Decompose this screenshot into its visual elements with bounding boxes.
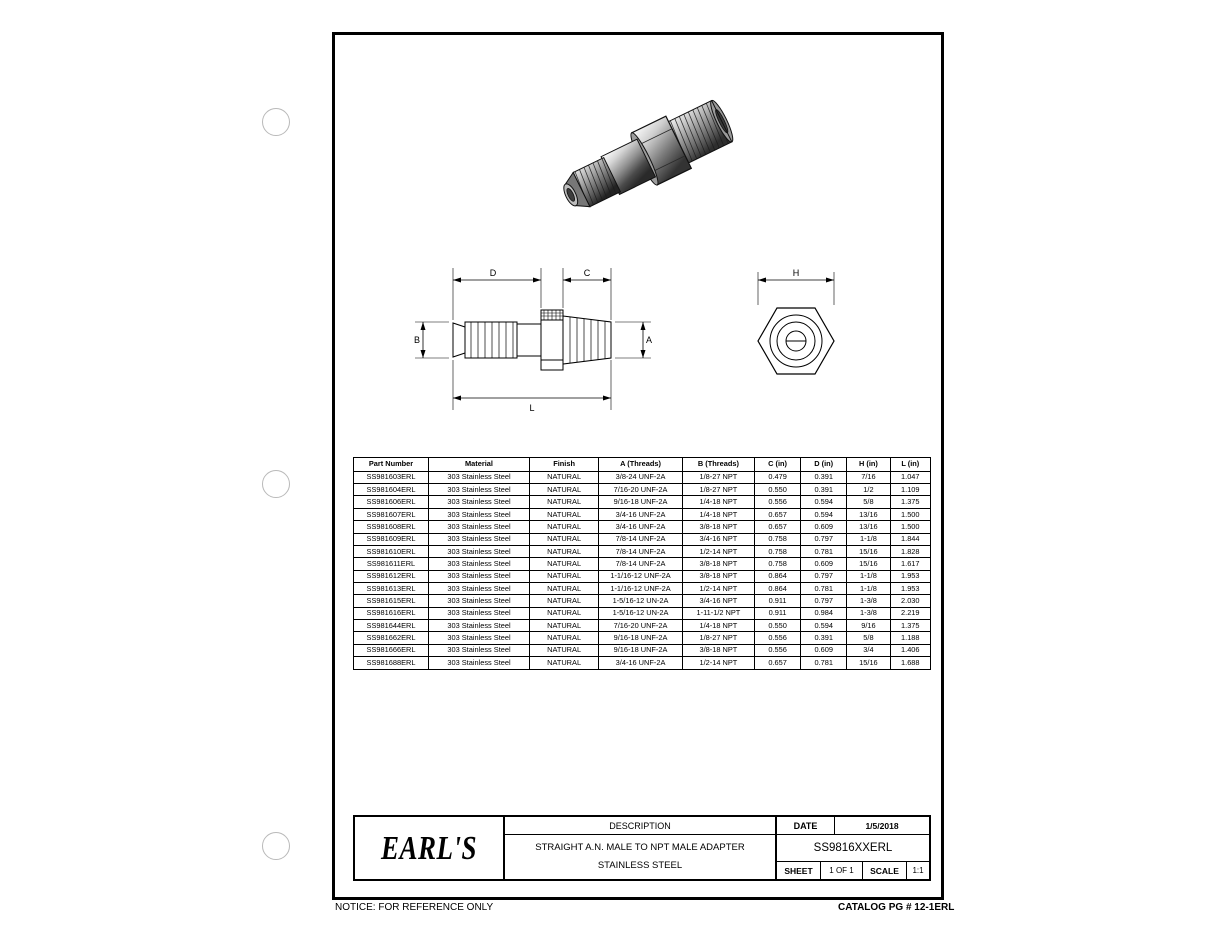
cell-material: 303 Stainless Steel: [429, 607, 530, 619]
cell-l: 2.030: [890, 595, 930, 607]
cell-d: 0.609: [801, 558, 847, 570]
cell-a-threads: 7/8-14 UNF-2A: [599, 558, 683, 570]
cell-b-threads: 3/8-18 NPT: [682, 644, 754, 656]
sheet-scale-row: [777, 862, 929, 879]
cell-d: 0.797: [801, 595, 847, 607]
cell-part-number: SS981616ERL: [354, 607, 429, 619]
cell-material: 303 Stainless Steel: [429, 583, 530, 595]
cell-d: 0.609: [801, 644, 847, 656]
cell-material: 303 Stainless Steel: [429, 644, 530, 656]
column-header-l: L (in): [890, 458, 930, 472]
cell-finish: NATURAL: [529, 583, 598, 595]
cell-l: 1.047: [890, 471, 930, 483]
cell-h: 1-3/8: [847, 595, 890, 607]
table-row: [354, 545, 931, 557]
cell-material: 303 Stainless Steel: [429, 657, 530, 669]
cell-c: 0.556: [754, 632, 800, 644]
cell-finish: NATURAL: [529, 595, 598, 607]
punch-hole-top: [262, 108, 290, 136]
cell-a-threads: 9/16-18 UNF-2A: [599, 496, 683, 508]
column-header-material: Material: [429, 458, 530, 472]
cell-finish: NATURAL: [529, 558, 598, 570]
cell-h: 1/2: [847, 484, 890, 496]
cell-finish: NATURAL: [529, 508, 598, 520]
cell-h: 3/4: [847, 644, 890, 656]
description-line-1: STRAIGHT A.N. MALE TO NPT MALE ADAPTER: [535, 841, 745, 853]
table-row: [354, 644, 931, 656]
scale-value: 1:1: [912, 866, 924, 875]
cell-d: 0.797: [801, 533, 847, 545]
cell-l: 1.953: [890, 570, 930, 582]
cell-d: 0.594: [801, 508, 847, 520]
cell-part-number: SS981607ERL: [354, 508, 429, 520]
table-row: [354, 508, 931, 520]
cell-a-threads: 3/4-16 UNF-2A: [599, 508, 683, 520]
sheet-value: 1 OF 1: [821, 862, 863, 879]
table-body: [354, 471, 931, 669]
cell-material: 303 Stainless Steel: [429, 595, 530, 607]
dim-label-l: L: [529, 403, 535, 413]
cell-b-threads: 1/4-18 NPT: [682, 620, 754, 632]
date-label: DATE: [777, 817, 835, 834]
drawing-part-number: SS9816XXERL: [777, 835, 929, 862]
cell-part-number: SS981644ERL: [354, 620, 429, 632]
table-row: [354, 570, 931, 582]
cell-part-number: SS981609ERL: [354, 533, 429, 545]
cell-part-number: SS981610ERL: [354, 545, 429, 557]
cell-c: 0.556: [754, 644, 800, 656]
cell-finish: NATURAL: [529, 644, 598, 656]
cell-b-threads: 1/8-27 NPT: [682, 484, 754, 496]
cell-h: 1-1/8: [847, 533, 890, 545]
cell-c: 0.758: [754, 533, 800, 545]
sheet-label: SHEET: [777, 862, 821, 879]
specification-table: [353, 457, 931, 670]
cell-c: 0.864: [754, 583, 800, 595]
cell-finish: NATURAL: [529, 471, 598, 483]
cell-material: 303 Stainless Steel: [429, 521, 530, 533]
cell-d: 0.391: [801, 632, 847, 644]
dimensioned-views: [395, 250, 935, 430]
isometric-view: [535, 65, 795, 255]
table-row: [354, 521, 931, 533]
cell-material: 303 Stainless Steel: [429, 558, 530, 570]
cell-d: 0.984: [801, 607, 847, 619]
dim-label-d: D: [489, 268, 497, 278]
cell-finish: NATURAL: [529, 545, 598, 557]
column-header-b-threads: B (Threads): [682, 458, 754, 472]
cell-h: 15/16: [847, 657, 890, 669]
column-header-a-threads: A (Threads): [599, 458, 683, 472]
table-row: [354, 657, 931, 669]
notice-text: NOTICE: FOR REFERENCE ONLY: [335, 902, 494, 913]
cell-material: 303 Stainless Steel: [429, 508, 530, 520]
dim-label-a: A: [645, 335, 653, 345]
cell-material: 303 Stainless Steel: [429, 496, 530, 508]
table-row: [354, 533, 931, 545]
cell-c: 0.550: [754, 484, 800, 496]
cell-b-threads: 1/8-27 NPT: [682, 632, 754, 644]
punch-hole-bottom: [262, 832, 290, 860]
table-header-row: [354, 458, 931, 472]
cell-part-number: SS981608ERL: [354, 521, 429, 533]
cell-c: 0.911: [754, 607, 800, 619]
cell-d: 0.781: [801, 657, 847, 669]
description-line-2: STAINLESS STEEL: [597, 860, 683, 871]
cell-h: 15/16: [847, 545, 890, 557]
cell-b-threads: 1-11-1/2 NPT: [682, 607, 754, 619]
cell-b-threads: 3/8-18 NPT: [682, 570, 754, 582]
cell-h: 13/16: [847, 508, 890, 520]
cell-part-number: SS981606ERL: [354, 496, 429, 508]
cell-d: 0.781: [801, 583, 847, 595]
cell-h: 1-1/8: [847, 570, 890, 582]
cell-h: 5/8: [847, 496, 890, 508]
cell-b-threads: 1/4-18 NPT: [682, 496, 754, 508]
catalog-page-text: CATALOG PG # 12-1ERL: [838, 902, 955, 913]
cell-c: 0.864: [754, 570, 800, 582]
cell-l: 1.688: [890, 657, 930, 669]
table-row: [354, 558, 931, 570]
date-value: 1/5/2018: [865, 820, 899, 831]
cell-l: 1.375: [890, 620, 930, 632]
cell-d: 0.594: [801, 496, 847, 508]
cell-h: 13/16: [847, 521, 890, 533]
table-row: [354, 471, 931, 483]
table-row: [354, 620, 931, 632]
cell-c: 0.911: [754, 595, 800, 607]
cell-part-number: SS981666ERL: [354, 644, 429, 656]
cell-finish: NATURAL: [529, 607, 598, 619]
cell-material: 303 Stainless Steel: [429, 620, 530, 632]
cell-a-threads: 9/16-18 UNF-2A: [599, 632, 683, 644]
cell-b-threads: 1/8-27 NPT: [682, 471, 754, 483]
cell-finish: NATURAL: [529, 533, 598, 545]
cell-l: 1.109: [890, 484, 930, 496]
punch-hole-middle: [262, 470, 290, 498]
brand-logo: [355, 817, 505, 879]
cell-finish: NATURAL: [529, 620, 598, 632]
cell-material: 303 Stainless Steel: [429, 632, 530, 644]
cell-part-number: SS981662ERL: [354, 632, 429, 644]
table-row: [354, 632, 931, 644]
cell-a-threads: 7/16-20 UNF-2A: [599, 484, 683, 496]
cell-l: 1.828: [890, 545, 930, 557]
cell-material: 303 Stainless Steel: [429, 570, 530, 582]
cell-l: 1.844: [890, 533, 930, 545]
dim-label-c: C: [583, 268, 591, 278]
cell-h: 7/16: [847, 471, 890, 483]
date-row: [777, 817, 929, 835]
cell-l: 1.617: [890, 558, 930, 570]
cell-c: 0.657: [754, 657, 800, 669]
cell-l: 1.406: [890, 644, 930, 656]
cell-part-number: SS981611ERL: [354, 558, 429, 570]
cell-b-threads: 3/4-16 NPT: [682, 533, 754, 545]
cell-b-threads: 1/4-18 NPT: [682, 508, 754, 520]
cell-c: 0.758: [754, 545, 800, 557]
cell-c: 0.550: [754, 620, 800, 632]
cell-b-threads: 1/2-14 NPT: [682, 545, 754, 557]
cell-b-threads: 1/2-14 NPT: [682, 657, 754, 669]
column-header-h: H (in): [847, 458, 890, 472]
cell-part-number: SS981615ERL: [354, 595, 429, 607]
title-block-right: [777, 817, 929, 879]
table-row: [354, 484, 931, 496]
cell-a-threads: 7/8-14 UNF-2A: [599, 545, 683, 557]
cell-material: 303 Stainless Steel: [429, 533, 530, 545]
dim-label-h: H: [792, 268, 800, 278]
cell-c: 0.479: [754, 471, 800, 483]
cell-a-threads: 1-5/16-12 UN-2A: [599, 595, 683, 607]
cell-h: 9/16: [847, 620, 890, 632]
cell-a-threads: 3/4-16 UNF-2A: [599, 657, 683, 669]
cell-part-number: SS981688ERL: [354, 657, 429, 669]
description-label: DESCRIPTION: [505, 817, 775, 835]
cell-part-number: SS981613ERL: [354, 583, 429, 595]
cell-l: 1.953: [890, 583, 930, 595]
column-header-c: C (in): [754, 458, 800, 472]
cell-material: 303 Stainless Steel: [429, 545, 530, 557]
cell-part-number: SS981604ERL: [354, 484, 429, 496]
cell-material: 303 Stainless Steel: [429, 471, 530, 483]
cell-a-threads: 1-1/16-12 UNF-2A: [599, 570, 683, 582]
cell-a-threads: 7/8-14 UNF-2A: [599, 533, 683, 545]
cell-part-number: SS981603ERL: [354, 471, 429, 483]
table-row: [354, 496, 931, 508]
brand-logo-text: EARL'S: [380, 828, 478, 867]
cell-d: 0.609: [801, 521, 847, 533]
cell-l: 1.500: [890, 508, 930, 520]
cell-h: 1-1/8: [847, 583, 890, 595]
cell-a-threads: 3/8-24 UNF-2A: [599, 471, 683, 483]
cell-b-threads: 1/2-14 NPT: [682, 583, 754, 595]
cell-l: 2.219: [890, 607, 930, 619]
cell-d: 0.781: [801, 545, 847, 557]
cell-l: 1.188: [890, 632, 930, 644]
column-header-part-number: Part Number: [354, 458, 429, 472]
table-row: [354, 595, 931, 607]
cell-a-threads: 1-1/16-12 UNF-2A: [599, 583, 683, 595]
cell-a-threads: 1-5/16-12 UN-2A: [599, 607, 683, 619]
column-header-d: D (in): [801, 458, 847, 472]
column-header-finish: Finish: [529, 458, 598, 472]
cell-b-threads: 3/4-16 NPT: [682, 595, 754, 607]
cell-c: 0.657: [754, 521, 800, 533]
cell-finish: NATURAL: [529, 484, 598, 496]
description-block: [505, 817, 777, 879]
cell-h: 5/8: [847, 632, 890, 644]
cell-c: 0.556: [754, 496, 800, 508]
cell-finish: NATURAL: [529, 657, 598, 669]
cell-l: 1.500: [890, 521, 930, 533]
cell-part-number: SS981612ERL: [354, 570, 429, 582]
cell-d: 0.391: [801, 471, 847, 483]
cell-b-threads: 3/8-18 NPT: [682, 558, 754, 570]
cell-d: 0.594: [801, 620, 847, 632]
side-and-end-view-svg: [395, 250, 935, 430]
cell-finish: NATURAL: [529, 496, 598, 508]
cell-a-threads: 9/16-18 UNF-2A: [599, 644, 683, 656]
isometric-fitting-svg: [535, 65, 795, 255]
scale-label: SCALE: [863, 862, 907, 879]
cell-d: 0.797: [801, 570, 847, 582]
title-block: [353, 815, 931, 881]
cell-finish: NATURAL: [529, 570, 598, 582]
cell-b-threads: 3/8-18 NPT: [682, 521, 754, 533]
cell-d: 0.391: [801, 484, 847, 496]
description-body: [505, 835, 775, 879]
cell-h: 15/16: [847, 558, 890, 570]
cell-c: 0.758: [754, 558, 800, 570]
drawing-sheet: [332, 32, 944, 900]
table-row: [354, 607, 931, 619]
cell-l: 1.375: [890, 496, 930, 508]
cell-finish: NATURAL: [529, 521, 598, 533]
cell-c: 0.657: [754, 508, 800, 520]
cell-a-threads: 3/4-16 UNF-2A: [599, 521, 683, 533]
dim-label-b: B: [413, 335, 421, 345]
cell-finish: NATURAL: [529, 632, 598, 644]
table-row: [354, 583, 931, 595]
cell-h: 1-3/8: [847, 607, 890, 619]
cell-material: 303 Stainless Steel: [429, 484, 530, 496]
cell-a-threads: 7/16-20 UNF-2A: [599, 620, 683, 632]
